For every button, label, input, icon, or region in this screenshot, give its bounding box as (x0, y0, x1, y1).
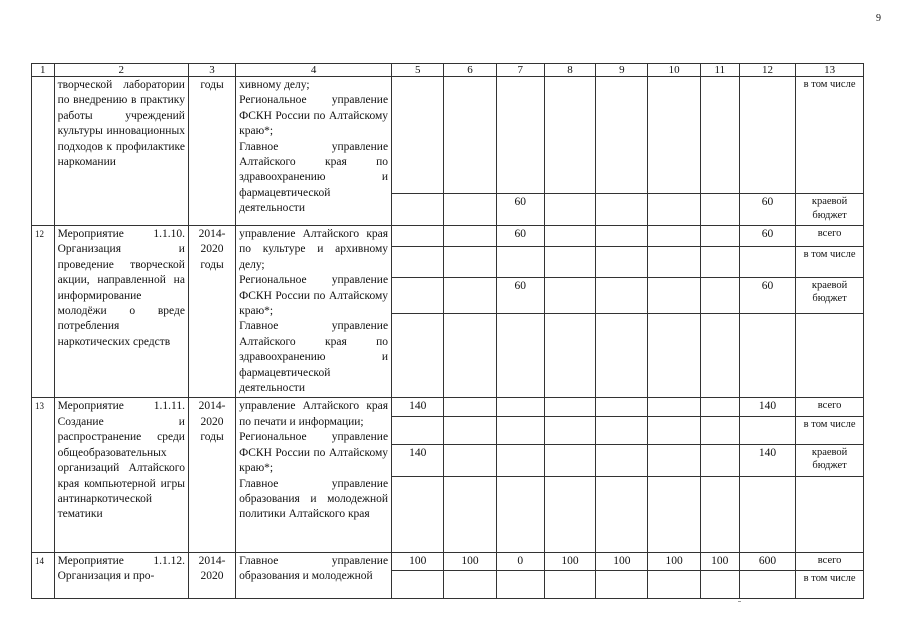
funding-source: всего (796, 398, 864, 416)
funding-source: краевой бюджет (796, 277, 864, 313)
value-cell: 100 (700, 552, 739, 570)
value-cell: 100 (596, 552, 648, 570)
measure-executors: хивному делу; Региональное управление ФСКН России по Алтайскому краю*; Главное управление Алтайского края по здравоохранению и фармацевтической деятельности (236, 77, 392, 226)
value-cell: 0 (496, 552, 544, 570)
funding-source: в том числе (796, 571, 864, 599)
value-cell: 60 (739, 277, 795, 313)
column-header-row (32, 64, 864, 77)
column-header: 12 (739, 64, 795, 77)
table-row (32, 398, 864, 416)
measure-executors: управление Алтайского края по культуре и архивному делу; Региональное управление ФСКН России по Алтайскому краю*; Главное управление Алтайского края по здравоохранению и фармацевтической деятельности (236, 226, 392, 398)
value-cell: 100 (544, 552, 595, 570)
funding-source: в том числе (796, 77, 864, 194)
column-header: 3 (188, 64, 235, 77)
funding-source: в том числе (796, 246, 864, 277)
column-header: 11 (700, 64, 739, 77)
value-cell: 600 (739, 552, 795, 570)
value-cell: 140 (739, 398, 795, 416)
funding-source: всего (796, 226, 864, 247)
measure-name: Мероприятие 1.1.11. Создание и распространение среди общеобразовательных организаций Алтайского края компьютерной игры антинаркотической тематики (54, 398, 188, 552)
measure-name: Мероприятие 1.1.10. Организация и проведение творческой акции, направленной на информирование молодёжи о вреде потребления наркотических средств (54, 226, 188, 398)
measure-years: 2014-2020 (188, 552, 235, 598)
measure-years: 2014-2020 годы (188, 398, 235, 552)
measure-years: 2014-2020 годы (188, 226, 235, 398)
value-cell: 60 (739, 226, 795, 247)
column-header: 6 (444, 64, 496, 77)
table-row (32, 77, 864, 194)
measure-name: творческой лаборатории по внедрению в практику работы учреждений культуры инновационных подходов к профилактике наркомании (54, 77, 188, 226)
row-number: 14 (32, 552, 55, 598)
column-header: 8 (544, 64, 595, 77)
value-cell: 60 (496, 194, 544, 226)
value-cell: 60 (496, 277, 544, 313)
value-cell: 60 (739, 194, 795, 226)
funding-source: в том числе (796, 416, 864, 444)
value-cell: 140 (392, 444, 444, 476)
measure-executors: управление Алтайского края по печати и информации; Региональное управление ФСКН России по Алтайскому краю*; Главное управление образования и молодежной политики Алтайского края (236, 398, 392, 552)
measure-years: годы (188, 77, 235, 226)
column-header: 13 (796, 64, 864, 77)
column-header: 1 (32, 64, 55, 77)
table-row (32, 226, 864, 247)
row-number: 13 (32, 398, 55, 552)
value-cell: 140 (392, 398, 444, 416)
value-cell: 140 (739, 444, 795, 476)
column-header: 2 (54, 64, 188, 77)
measure-name: Мероприятие 1.1.12. Организация и про- (54, 552, 188, 598)
scan-speck (738, 601, 741, 602)
column-header: 4 (236, 64, 392, 77)
column-header: 10 (648, 64, 700, 77)
value-cell: 100 (392, 552, 444, 570)
value-cell: 60 (496, 226, 544, 247)
value-cell: 100 (648, 552, 700, 570)
column-header: 7 (496, 64, 544, 77)
funding-source: краевой бюджет (796, 444, 864, 476)
column-header: 9 (596, 64, 648, 77)
row-number (32, 77, 55, 226)
table-row (32, 552, 864, 570)
funding-source: всего (796, 552, 864, 570)
measure-executors: Главное управление образования и молодежной (236, 552, 392, 598)
measures-table (31, 63, 864, 599)
row-number: 12 (32, 226, 55, 398)
page-number: 9 (876, 13, 881, 24)
column-header: 5 (392, 64, 444, 77)
funding-source: краевой бюджет (796, 194, 864, 226)
value-cell: 100 (444, 552, 496, 570)
